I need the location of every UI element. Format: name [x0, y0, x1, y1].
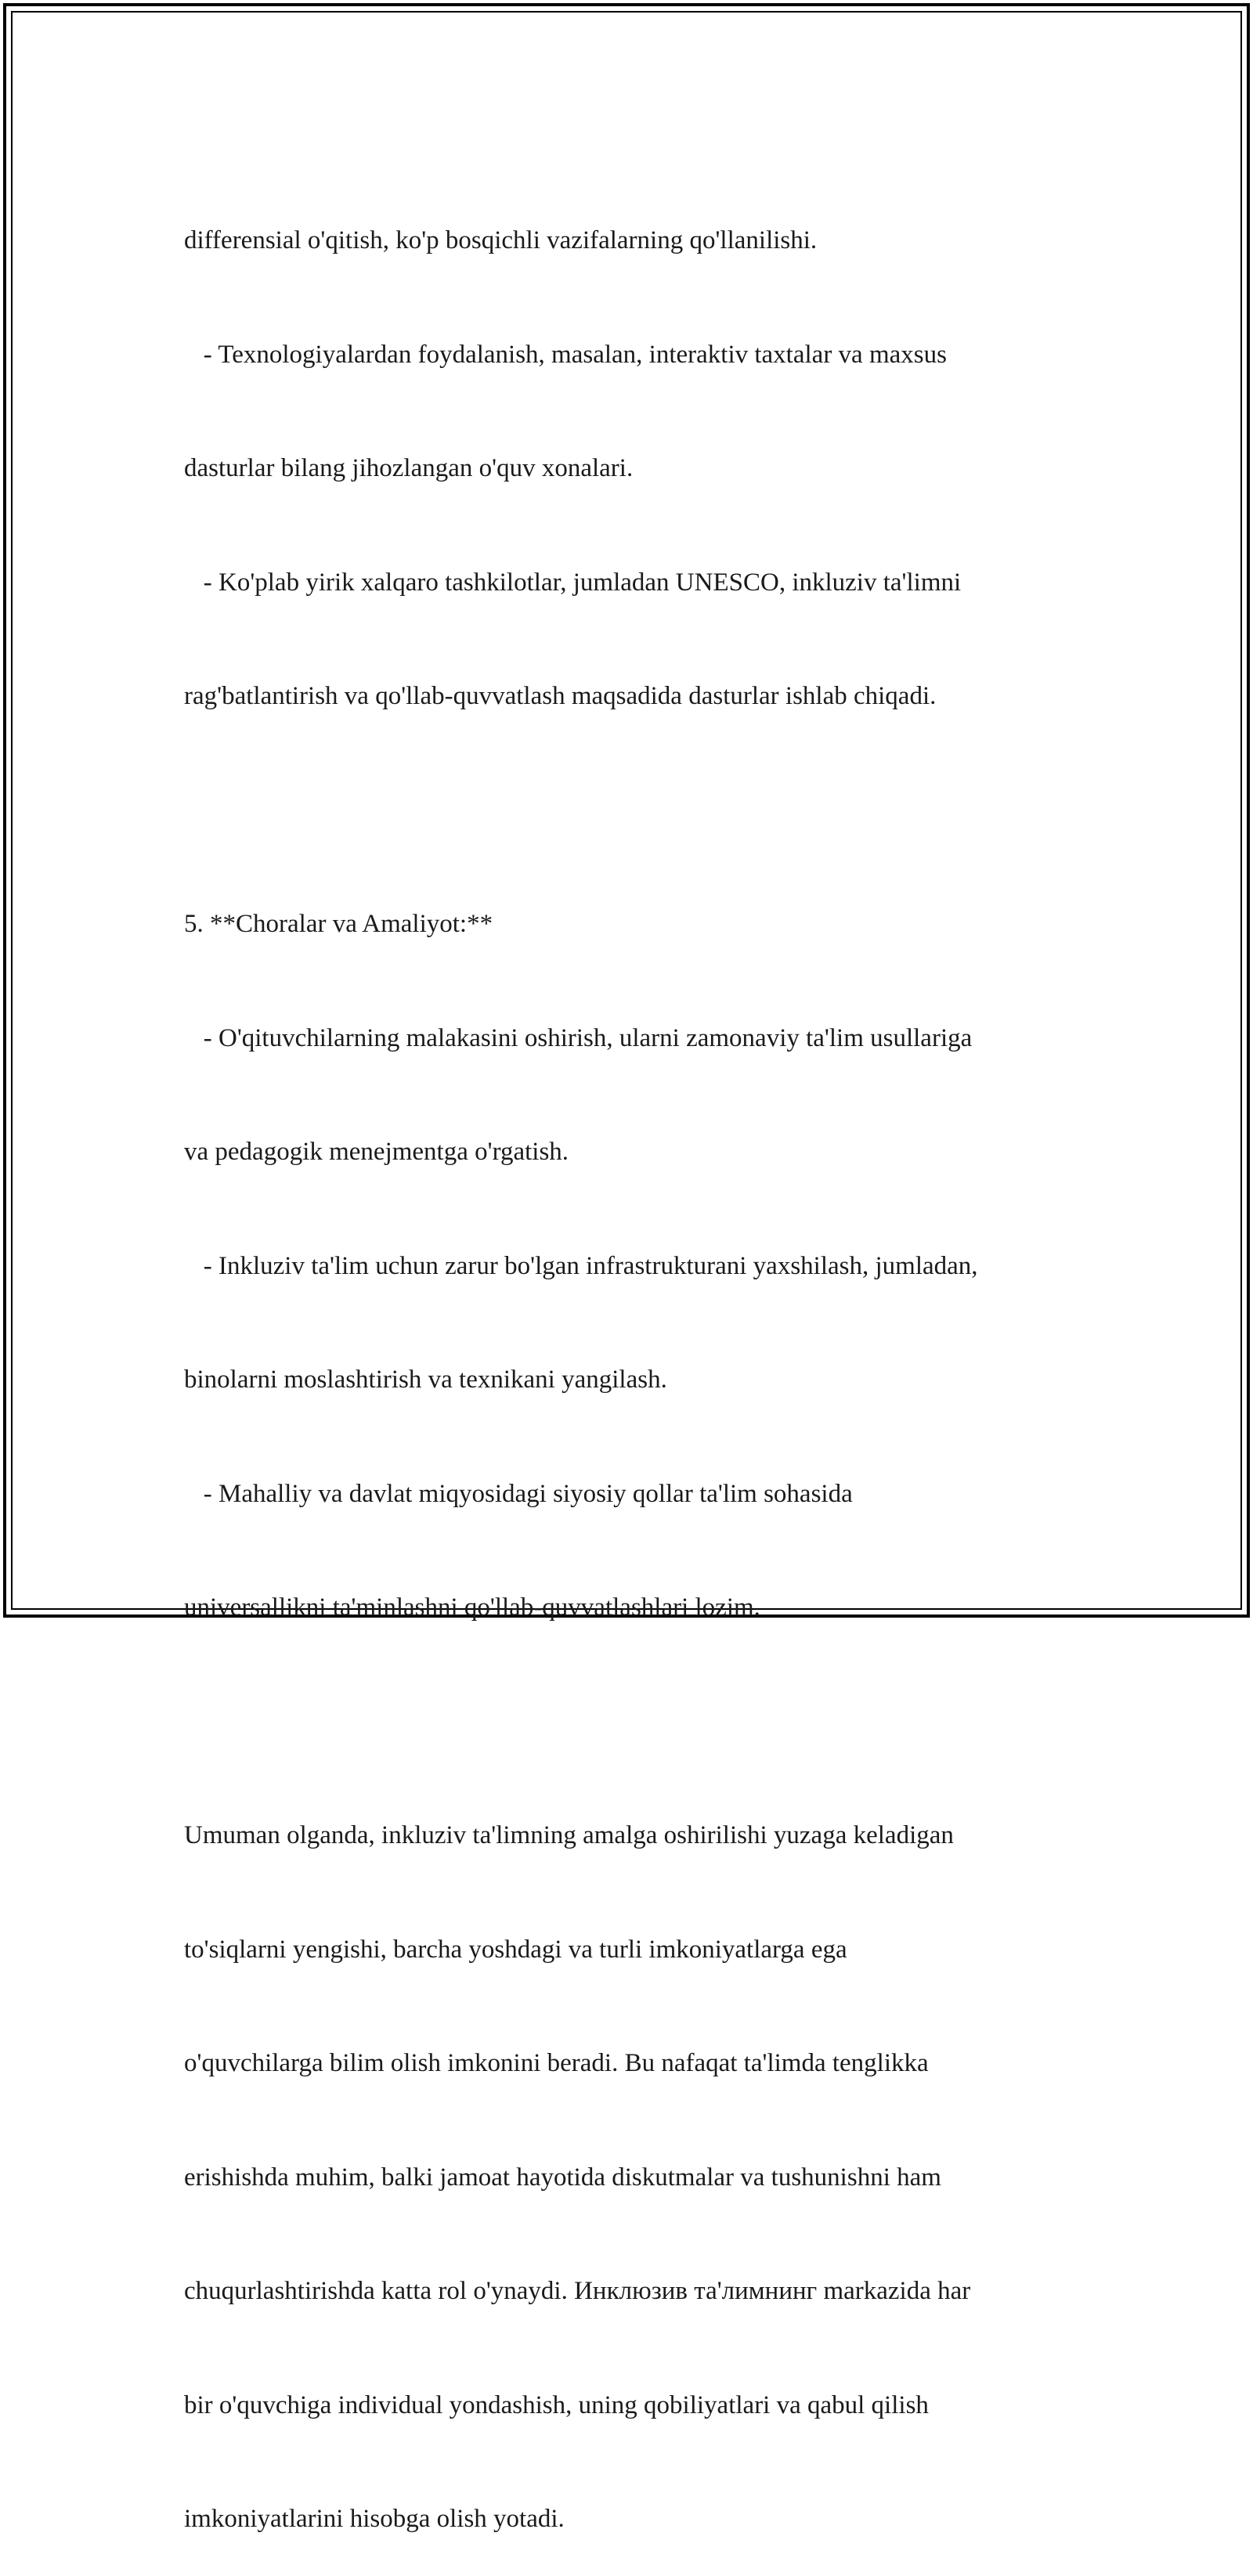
text-line: va pedagogik menejmentga o'rgatish. — [184, 1138, 569, 1166]
section-heading: 5. **Choralar va Amaliyot:** — [184, 910, 493, 938]
document-body — [184, 146, 1092, 2576]
text-line: binolarni moslashtirish va texnikani yangilash. — [184, 1366, 667, 1394]
paragraph-line: erishishda muhim, balki jamoat hayotida diskutmalar va tushunishni ham — [184, 2163, 941, 2192]
paragraph-line: to'siqlarni yengishi, barcha yoshdagi va turli imkoniyatlarga ega — [184, 1935, 847, 1964]
paragraph-line: imkoniyatlarini hisobga olish yotadi. — [184, 2505, 565, 2533]
paragraph-line: o'quvchilarga bilim olish imkonini beradi. Bu nafaqat ta'limda tenglikka — [184, 2049, 929, 2077]
bullet-line: - Ko'plab yirik xalqaro tashkilotlar, jumladan UNESCO, inkluziv ta'limni — [184, 568, 962, 597]
paragraph-line: bir o'quvchiga individual yondashish, uning qobiliyatlari va qabul qilish — [184, 2390, 929, 2419]
text-line: dasturlar bilang jihozlangan o'quv xonalari. — [184, 454, 634, 482]
text-line: differensial o'qitish, ko'p bosqichli vazifalarning qo'llanilishi. — [184, 226, 818, 254]
blank-line — [184, 1703, 1092, 1741]
bullet-line: - Mahalliy va davlat miqyosidagi siyosiy qollar ta'lim sohasida — [184, 1479, 853, 1508]
bullet-line: - O'qituvchilarning malakasini oshirish, ularni zamonaviy ta'lim usullariga — [184, 1023, 973, 1052]
paragraph-line: Umuman olganda, inkluziv ta'limning amalga oshirilishi yuzaga keladigan — [184, 1821, 954, 1849]
blank-line — [184, 792, 1092, 830]
text-line: rag'batlantirish va qo'llab-quvvatlash maqsadida dasturlar ishlab chiqadi. — [184, 682, 937, 710]
bullet-line: - Texnologiyalardan foydalanish, masalan, interaktiv taxtalar va maxsus — [184, 340, 947, 369]
text-line: universallikni ta'minlashni qo'llab-quvvatlashlari lozim. — [184, 1593, 760, 1622]
bullet-line: - Inkluziv ta'lim uchun zarur bo'lgan infrastrukturani yaxshilash, jumladan, — [184, 1251, 978, 1280]
paragraph-line: chuqurlashtirishda katta rol o'ynaydi. Инклюзив та'лимнинг markazida har — [184, 2277, 971, 2305]
